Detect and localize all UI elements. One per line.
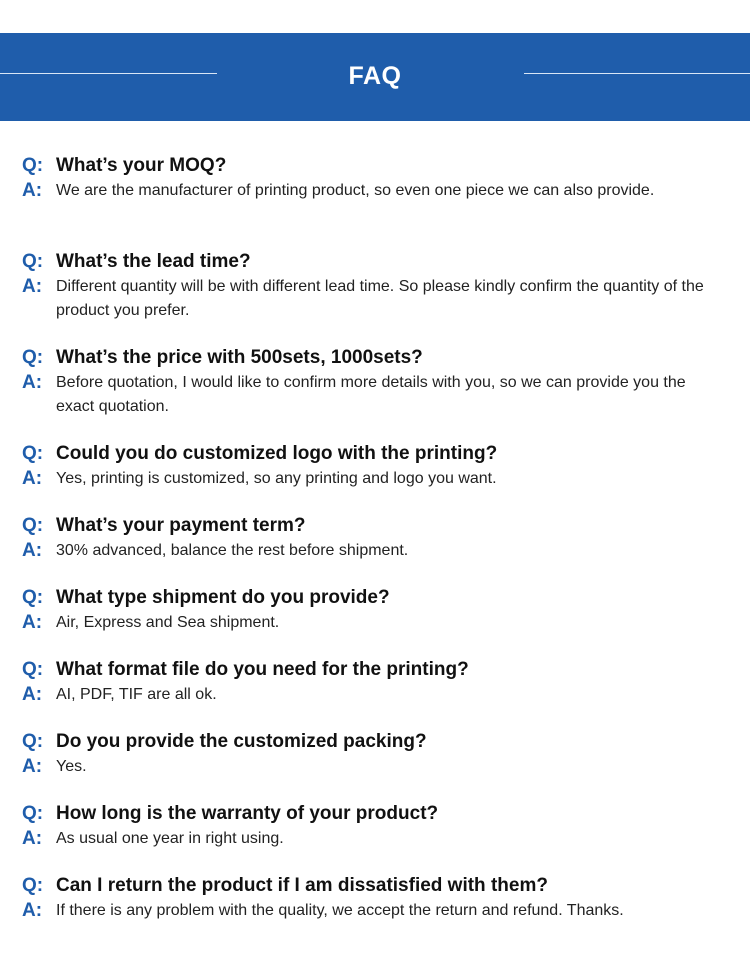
answer-marker: A: [22, 468, 43, 489]
question-marker: Q: [22, 659, 44, 680]
faq-answer: Different quantity will be with different lead time. So please kindly confirm the quantity of the product you prefer. [56, 278, 704, 319]
faq-question: What’s the price with 500sets, 1000sets? [56, 347, 423, 368]
answer-marker: A: [22, 684, 43, 705]
question-marker: Q: [22, 731, 44, 752]
faq-header-banner [0, 33, 750, 121]
answer-marker: A: [22, 372, 43, 393]
faq-answer: AI, PDF, TIF are all ok. [56, 686, 217, 703]
question-marker: Q: [22, 587, 44, 608]
faq-answer: Yes, printing is customized, so any printing and logo you want. [56, 470, 497, 487]
faq-item [22, 153, 722, 249]
faq-answer: If there is any problem with the quality, we accept the return and refund. Thanks. [56, 902, 624, 919]
faq-answer: Before quotation, I would like to confirm more details with you, so we can provide you the exact quotation. [56, 374, 686, 415]
answer-marker: A: [22, 276, 43, 297]
faq-item [22, 873, 722, 945]
header-divider-right [524, 73, 750, 74]
faq-answer: Air, Express and Sea shipment. [56, 614, 280, 631]
question-marker: Q: [22, 347, 44, 368]
faq-item [22, 585, 722, 657]
answer-marker: A: [22, 828, 43, 849]
faq-answer: As usual one year in right using. [56, 830, 284, 847]
faq-item [22, 657, 722, 729]
answer-marker: A: [22, 756, 43, 777]
faq-question: What type shipment do you provide? [56, 587, 390, 608]
question-marker: Q: [22, 155, 44, 176]
faq-question: What format file do you need for the printing? [56, 659, 469, 680]
question-marker: Q: [22, 515, 44, 536]
answer-marker: A: [22, 900, 43, 921]
faq-item [22, 345, 722, 441]
question-marker: Q: [22, 443, 44, 464]
faq-list [22, 153, 722, 945]
page-title: FAQ [348, 62, 402, 90]
question-marker: Q: [22, 251, 44, 272]
faq-question: How long is the warranty of your product? [56, 803, 439, 824]
faq-question: Can I return the product if I am dissatisfied with them? [56, 875, 548, 896]
answer-marker: A: [22, 540, 43, 561]
faq-item [22, 249, 722, 345]
question-marker: Q: [22, 803, 44, 824]
faq-answer: We are the manufacturer of printing product, so even one piece we can also provide. [56, 182, 655, 199]
faq-question: Do you provide the customized packing? [56, 731, 427, 752]
faq-item [22, 513, 722, 585]
faq-item [22, 801, 722, 873]
faq-item [22, 729, 722, 801]
faq-answer: Yes. [56, 758, 87, 775]
faq-question: What’s the lead time? [56, 251, 251, 272]
answer-marker: A: [22, 180, 43, 201]
faq-item [22, 441, 722, 513]
faq-question: What’s your MOQ? [56, 155, 227, 176]
faq-answer: 30% advanced, balance the rest before shipment. [56, 542, 409, 559]
faq-question: What’s your payment term? [56, 515, 306, 536]
faq-question: Could you do customized logo with the printing? [56, 443, 498, 464]
answer-marker: A: [22, 612, 43, 633]
question-marker: Q: [22, 875, 44, 896]
